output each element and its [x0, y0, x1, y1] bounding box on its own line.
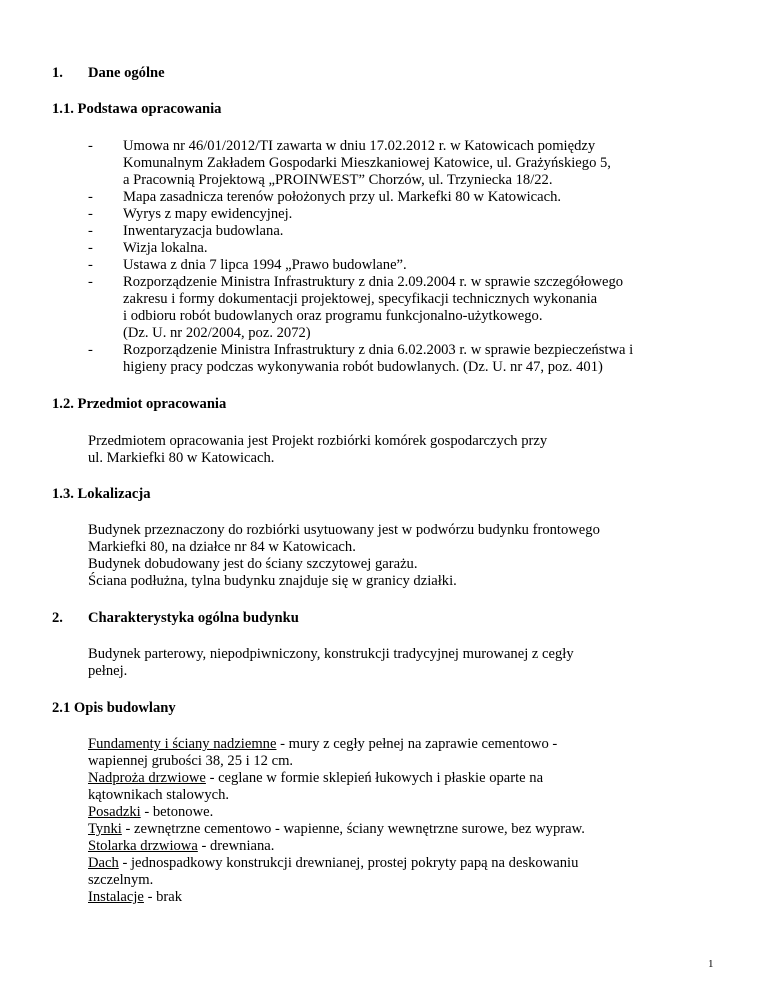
list-bullet: -: [88, 342, 93, 358]
description-entry: [88, 736, 557, 753]
section-1-number: 1.: [52, 65, 63, 81]
list-bullet: -: [88, 206, 93, 222]
list-bullet: -: [88, 223, 93, 239]
entry-label: Posadzki: [88, 804, 141, 820]
description-entry: [88, 838, 274, 855]
entry-continuation: szczelnym.: [88, 872, 154, 888]
section-1-title: Dane ogólne: [88, 65, 165, 81]
description-entry: [88, 804, 213, 821]
list-item: a Pracownią Projektową „PROINWEST” Chorzów, ul. Trzyniecka 18/22.: [123, 172, 553, 188]
list-item: Wyrys z mapy ewidencyjnej.: [123, 206, 293, 222]
list-item: (Dz. U. nr 202/2004, poz. 2072): [123, 325, 311, 341]
entry-text: - brak: [143, 889, 183, 905]
section-2-number: 2.: [52, 610, 63, 626]
entry-label: Tynki: [88, 821, 122, 837]
list-item: Wizja lokalna.: [123, 240, 208, 256]
entry-label: Dach: [88, 855, 119, 871]
paragraph-line: Budynek dobudowany jest do ściany szczytowej garażu.: [88, 556, 418, 572]
list-item: zakresu i formy dokumentacji projektowej, specyfikacji technicznych wykonania: [123, 291, 598, 307]
description-entry: [88, 855, 578, 872]
list-item: i odbioru robót budowlanych oraz programu funkcjonalno-użytkowego.: [123, 308, 543, 324]
list-item: Umowa nr 46/01/2012/TI zawarta w dniu 17.02.2012 r. w Katowicach pomiędzy: [123, 138, 596, 154]
paragraph-line: pełnej.: [88, 663, 128, 679]
entry-text: - ceglane w formie sklepień łukowych i płaskie oparte na: [205, 770, 544, 786]
entry-continuation: kątownikach stalowych.: [88, 787, 230, 803]
page-number: 1: [708, 958, 714, 970]
paragraph-line: ul. Markiefki 80 w Katowicach.: [88, 450, 275, 466]
paragraph-line: Budynek przeznaczony do rozbiórki usytuowany jest w podwórzu budynku frontowego: [88, 522, 600, 538]
list-item: Inwentaryzacja budowlana.: [123, 223, 284, 239]
paragraph-line: Ściana podłużna, tylna budynku znajduje się w granicy działki.: [88, 573, 457, 589]
entry-text: - jednospadkowy konstrukcji drewnianej, prostej pokryty papą na deskowaniu: [118, 855, 579, 871]
entry-text: - betonowe.: [140, 804, 214, 820]
section-1-1-title: 1.1. Podstawa opracowania: [52, 101, 222, 117]
paragraph-line: Budynek parterowy, niepodpiwniczony, konstrukcji tradycyjnej murowanej z cegły: [88, 646, 574, 662]
section-2-1-title: 2.1 Opis budowlany: [52, 700, 176, 716]
description-entry: [88, 770, 543, 787]
list-item: Mapa zasadnicza terenów położonych przy ul. Markefki 80 w Katowicach.: [123, 189, 562, 205]
paragraph-line: Markiefki 80, na działce nr 84 w Katowicach.: [88, 539, 356, 555]
list-bullet: -: [88, 240, 93, 256]
list-item: Rozporządzenie Ministra Infrastruktury z dnia 2.09.2004 r. w sprawie szczegółowego: [123, 274, 624, 290]
list-bullet: -: [88, 138, 93, 154]
list-bullet: -: [88, 257, 93, 273]
list-item: higieny pracy podczas wykonywania robót budowlanych. (Dz. U. nr 47, poz. 401): [123, 359, 603, 375]
description-entry: [88, 889, 182, 906]
entry-text: - zewnętrzne cementowo - wapienne, ściany wewnętrzne surowe, bez wypraw.: [121, 821, 585, 837]
list-bullet: -: [88, 189, 93, 205]
paragraph-line: Przedmiotem opracowania jest Projekt rozbiórki komórek gospodarczych przy: [88, 433, 548, 449]
section-1-3-title: 1.3. Lokalizacja: [52, 486, 151, 502]
section-2-title: Charakterystyka ogólna budynku: [88, 610, 299, 626]
entry-text: - mury z cegły pełnej na zaprawie cementowo -: [276, 736, 558, 752]
list-item: Komunalnym Zakładem Gospodarki Mieszkaniowej Katowice, ul. Grażyńskiego 5,: [123, 155, 611, 171]
section-1-2-title: 1.2. Przedmiot opracowania: [52, 396, 227, 412]
list-item: Rozporządzenie Ministra Infrastruktury z dnia 6.02.2003 r. w sprawie bezpieczeństwa i: [123, 342, 634, 358]
entry-text: - drewniana.: [197, 838, 275, 854]
entry-label: Instalacje: [88, 889, 144, 905]
description-entry: [88, 821, 585, 838]
entry-label: Fundamenty i ściany nadziemne: [88, 736, 277, 752]
entry-continuation: wapiennej grubości 38, 25 i 12 cm.: [88, 753, 294, 769]
entry-label: Stolarka drzwiowa: [88, 838, 198, 854]
list-bullet: -: [88, 274, 93, 290]
list-item: Ustawa z dnia 7 lipca 1994 „Prawo budowlane”.: [123, 257, 407, 273]
entry-label: Nadproża drzwiowe: [88, 770, 206, 786]
